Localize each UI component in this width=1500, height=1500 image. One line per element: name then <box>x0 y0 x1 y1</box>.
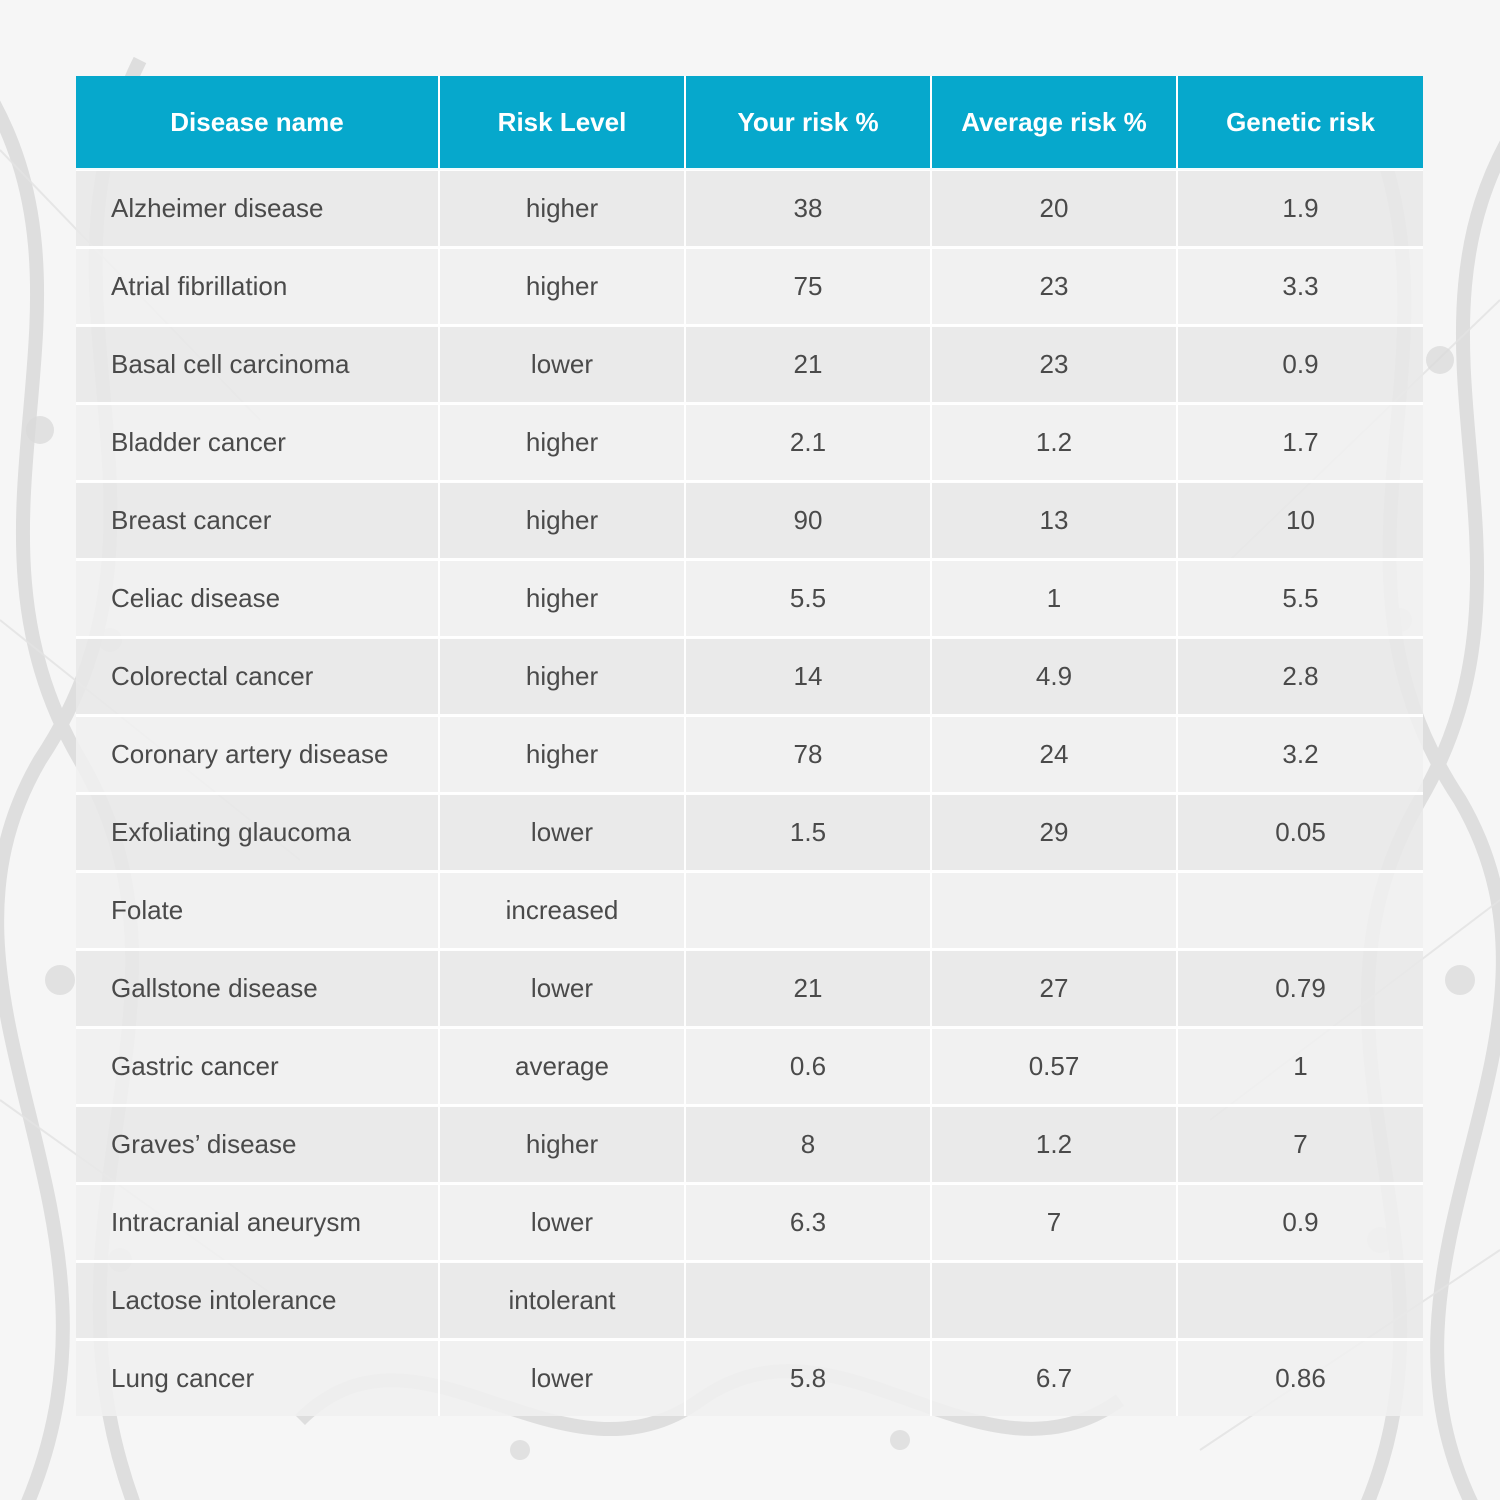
table-row <box>76 1184 1423 1262</box>
average-risk-cell <box>931 872 1177 950</box>
your-risk-cell: 2.1 <box>685 404 931 482</box>
genetic-risk-cell: 0.79 <box>1177 950 1423 1028</box>
disease-name-cell: Gallstone disease <box>76 950 439 1028</box>
column-header-your-risk: Your risk % <box>685 76 931 170</box>
table-row <box>76 638 1423 716</box>
your-risk-cell: 6.3 <box>685 1184 931 1262</box>
genetic-risk-cell: 3.2 <box>1177 716 1423 794</box>
column-header-genetic-risk: Genetic risk <box>1177 76 1423 170</box>
your-risk-cell: 8 <box>685 1106 931 1184</box>
your-risk-cell <box>685 1262 931 1340</box>
disease-name-cell: Graves’ disease <box>76 1106 439 1184</box>
disease-name-cell: Lung cancer <box>76 1340 439 1417</box>
average-risk-cell: 13 <box>931 482 1177 560</box>
column-header-risk-level: Risk Level <box>439 76 685 170</box>
genetic-risk-cell: 5.5 <box>1177 560 1423 638</box>
average-risk-cell: 6.7 <box>931 1340 1177 1417</box>
your-risk-cell: 1.5 <box>685 794 931 872</box>
your-risk-cell: 21 <box>685 950 931 1028</box>
your-risk-cell: 75 <box>685 248 931 326</box>
disease-name-cell: Lactose intolerance <box>76 1262 439 1340</box>
average-risk-cell: 1.2 <box>931 1106 1177 1184</box>
table-row <box>76 716 1423 794</box>
genetic-risk-cell: 1 <box>1177 1028 1423 1106</box>
table-row <box>76 560 1423 638</box>
disease-name-cell: Alzheimer disease <box>76 170 439 248</box>
column-header-average-risk: Average risk % <box>931 76 1177 170</box>
your-risk-cell: 5.8 <box>685 1340 931 1417</box>
disease-name-cell: Basal cell carcinoma <box>76 326 439 404</box>
average-risk-cell: 20 <box>931 170 1177 248</box>
risk-level-cell: higher <box>439 170 685 248</box>
genetic-risk-cell: 10 <box>1177 482 1423 560</box>
genetic-risk-cell: 0.9 <box>1177 326 1423 404</box>
average-risk-cell: 1.2 <box>931 404 1177 482</box>
risk-level-cell: higher <box>439 404 685 482</box>
disease-name-cell: Celiac disease <box>76 560 439 638</box>
risk-level-cell: higher <box>439 716 685 794</box>
average-risk-cell: 24 <box>931 716 1177 794</box>
average-risk-cell: 0.57 <box>931 1028 1177 1106</box>
risk-level-cell: lower <box>439 1340 685 1417</box>
disease-name-cell: Coronary artery disease <box>76 716 439 794</box>
average-risk-cell: 4.9 <box>931 638 1177 716</box>
your-risk-cell: 21 <box>685 326 931 404</box>
risk-level-cell: higher <box>439 638 685 716</box>
your-risk-cell: 90 <box>685 482 931 560</box>
average-risk-cell: 29 <box>931 794 1177 872</box>
disease-name-cell: Atrial fibrillation <box>76 248 439 326</box>
genetic-risk-cell: 3.3 <box>1177 248 1423 326</box>
average-risk-cell: 27 <box>931 950 1177 1028</box>
disease-name-cell: Colorectal cancer <box>76 638 439 716</box>
disease-name-cell: Bladder cancer <box>76 404 439 482</box>
risk-level-cell: higher <box>439 560 685 638</box>
risk-level-cell: higher <box>439 1106 685 1184</box>
table-row <box>76 1106 1423 1184</box>
risk-level-cell: higher <box>439 482 685 560</box>
your-risk-cell <box>685 872 931 950</box>
table-header <box>76 76 1423 170</box>
average-risk-cell <box>931 1262 1177 1340</box>
table-row <box>76 326 1423 404</box>
your-risk-cell: 5.5 <box>685 560 931 638</box>
average-risk-cell: 7 <box>931 1184 1177 1262</box>
genetic-risk-cell: 1.9 <box>1177 170 1423 248</box>
your-risk-cell: 14 <box>685 638 931 716</box>
table-row <box>76 170 1423 248</box>
risk-level-cell: increased <box>439 872 685 950</box>
genetic-risk-cell: 1.7 <box>1177 404 1423 482</box>
genetic-risk-cell: 0.86 <box>1177 1340 1423 1417</box>
risk-level-cell: higher <box>439 248 685 326</box>
table-row <box>76 872 1423 950</box>
genetic-risk-cell: 0.9 <box>1177 1184 1423 1262</box>
risk-level-cell: lower <box>439 326 685 404</box>
genetic-risk-cell <box>1177 872 1423 950</box>
genetic-risk-cell: 7 <box>1177 1106 1423 1184</box>
column-header-disease-name: Disease name <box>76 76 439 170</box>
table-row <box>76 482 1423 560</box>
average-risk-cell: 23 <box>931 248 1177 326</box>
disease-name-cell: Gastric cancer <box>76 1028 439 1106</box>
table-row <box>76 794 1423 872</box>
header-row <box>76 76 1423 170</box>
genetic-risk-cell: 2.8 <box>1177 638 1423 716</box>
table-row <box>76 404 1423 482</box>
disease-name-cell: Intracranial aneurysm <box>76 1184 439 1262</box>
average-risk-cell: 23 <box>931 326 1177 404</box>
table-row <box>76 1262 1423 1340</box>
table-row <box>76 1028 1423 1106</box>
table-row <box>76 950 1423 1028</box>
disease-risk-table-container <box>76 76 1423 1416</box>
table-row <box>76 1340 1423 1417</box>
genetic-risk-cell: 0.05 <box>1177 794 1423 872</box>
risk-level-cell: intolerant <box>439 1262 685 1340</box>
disease-name-cell: Breast cancer <box>76 482 439 560</box>
risk-level-cell: average <box>439 1028 685 1106</box>
disease-name-cell: Folate <box>76 872 439 950</box>
your-risk-cell: 38 <box>685 170 931 248</box>
risk-level-cell: lower <box>439 794 685 872</box>
risk-level-cell: lower <box>439 950 685 1028</box>
your-risk-cell: 0.6 <box>685 1028 931 1106</box>
disease-risk-table <box>76 76 1423 1416</box>
genetic-risk-cell <box>1177 1262 1423 1340</box>
table-body <box>76 170 1423 1417</box>
your-risk-cell: 78 <box>685 716 931 794</box>
average-risk-cell: 1 <box>931 560 1177 638</box>
table-row <box>76 248 1423 326</box>
disease-name-cell: Exfoliating glaucoma <box>76 794 439 872</box>
risk-level-cell: lower <box>439 1184 685 1262</box>
